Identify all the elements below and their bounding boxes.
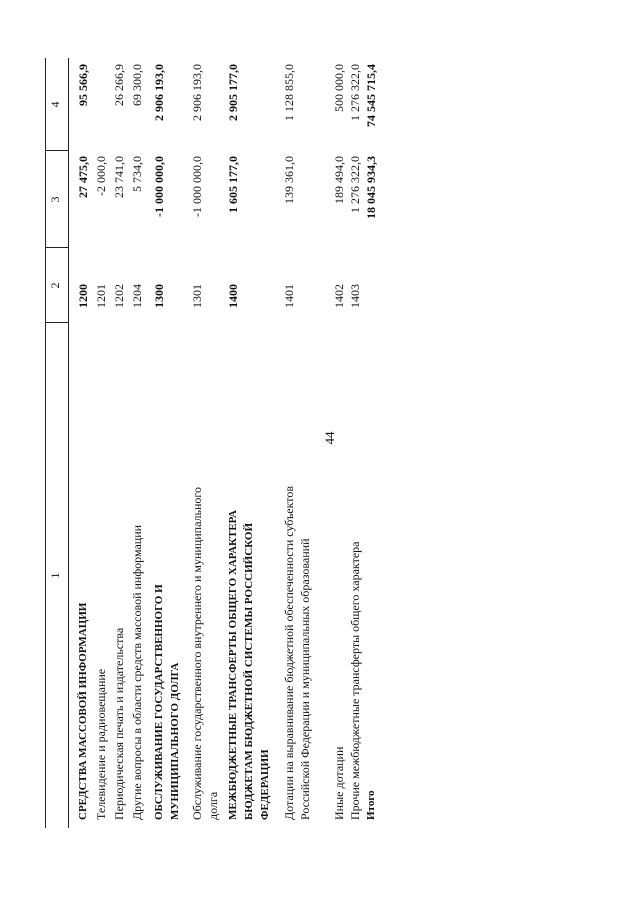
row-code: 1401 [282, 284, 296, 308]
row-name: МЕЖБЮДЖЕТНЫЕ ТРАНСФЕРТЫ ОБЩЕГО ХАРАКТЕРА БЮДЖЕТАМ БЮДЖЕТНОЙ СИСТЕМЫ РОССИЙСКОЙ ФЕДЕРАЦИИ [227, 510, 271, 820]
table-row [129, 58, 145, 828]
table-row [347, 58, 363, 828]
row-name: Иные дотации [332, 746, 346, 820]
row-value-col3: -1 000 000,0 [190, 156, 204, 217]
row-value-col4: 26 266,9 [112, 64, 126, 106]
table-row [225, 58, 275, 828]
row-name: Итого [365, 790, 377, 820]
row-code: 1200 [76, 284, 90, 308]
table-row [111, 58, 127, 828]
row-name: Телевидение и радиовещание [94, 668, 108, 820]
table-row [93, 58, 109, 828]
row-value-col4: 69 300,0 [130, 64, 144, 106]
row-value-col3: 23 741,0 [112, 156, 126, 198]
row-code: 1403 [348, 284, 362, 308]
page-number: 44 [322, 431, 337, 445]
row-value-col3: -1 000 000,0 [152, 156, 166, 217]
table-row [189, 58, 223, 828]
table-row-total [363, 58, 379, 828]
row-code: 1300 [152, 284, 166, 308]
row-name: Прочие межбюджетные трансферты общего характера [348, 541, 362, 820]
table-row [331, 58, 347, 828]
row-code: 1301 [190, 284, 204, 308]
row-value-col3: 1 276 322,0 [348, 156, 362, 213]
row-code: 1402 [332, 284, 346, 308]
row-value-col3: 5 734,0 [130, 156, 144, 192]
row-code: 1204 [130, 284, 144, 308]
row-value-col4: 1 276 322,0 [348, 64, 362, 121]
table-row [151, 58, 185, 828]
row-name: Периодическая печать и издательства [112, 627, 126, 820]
column-header-1: 1 [48, 572, 62, 579]
row-value-col4: 74 545 715,4 [364, 64, 378, 127]
row-value-col3: 189 494,0 [332, 156, 346, 204]
table-row [75, 58, 91, 828]
row-name: Дотации на выравнивание бюджетной обеспеченности субъектов Российской Федерации и муниципальных образований [282, 485, 312, 820]
budget-table [45, 58, 403, 828]
row-name: СРЕДСТВА МАССОВОЙ ИНФОРМАЦИИ [77, 602, 89, 820]
row-code: 1201 [94, 284, 108, 308]
row-name: Обслуживание государственного внутреннего и муниципального долга [190, 486, 220, 820]
row-value-col3: 27 475,0 [76, 156, 90, 198]
row-value-col3: 1 605 177,0 [226, 156, 240, 213]
row-value-col3: 18 045 934,3 [364, 156, 378, 219]
row-value-col4: 1 128 855,0 [282, 64, 296, 121]
row-code: 1400 [226, 284, 240, 308]
row-value-col3: 139 361,0 [282, 156, 296, 204]
table-top-rule [45, 58, 46, 828]
column-header-3: 3 [48, 196, 62, 203]
row-value-col4: 2 906 193,0 [152, 64, 166, 121]
row-value-col4: 2 905 177,0 [226, 64, 240, 121]
row-name: Другие вопросы в области средств массовой информации [130, 524, 144, 820]
column-header-4: 4 [48, 101, 62, 108]
row-value-col4: 2 906 193,0 [190, 64, 204, 121]
row-value-col4: 95 566,9 [76, 64, 90, 106]
row-value-col3: -2 000,0 [94, 156, 108, 196]
row-code: 1202 [112, 284, 126, 308]
column-header-2: 2 [48, 282, 62, 289]
table-row [281, 58, 315, 828]
row-value-col4: 500 000,0 [332, 64, 346, 112]
header-bottom-rule [68, 58, 69, 828]
row-name: ОБСЛУЖИВАНИЕ ГОСУДАРСТВЕННОГО И МУНИЦИПАЛЬНОГО ДОЛГА [153, 584, 181, 820]
